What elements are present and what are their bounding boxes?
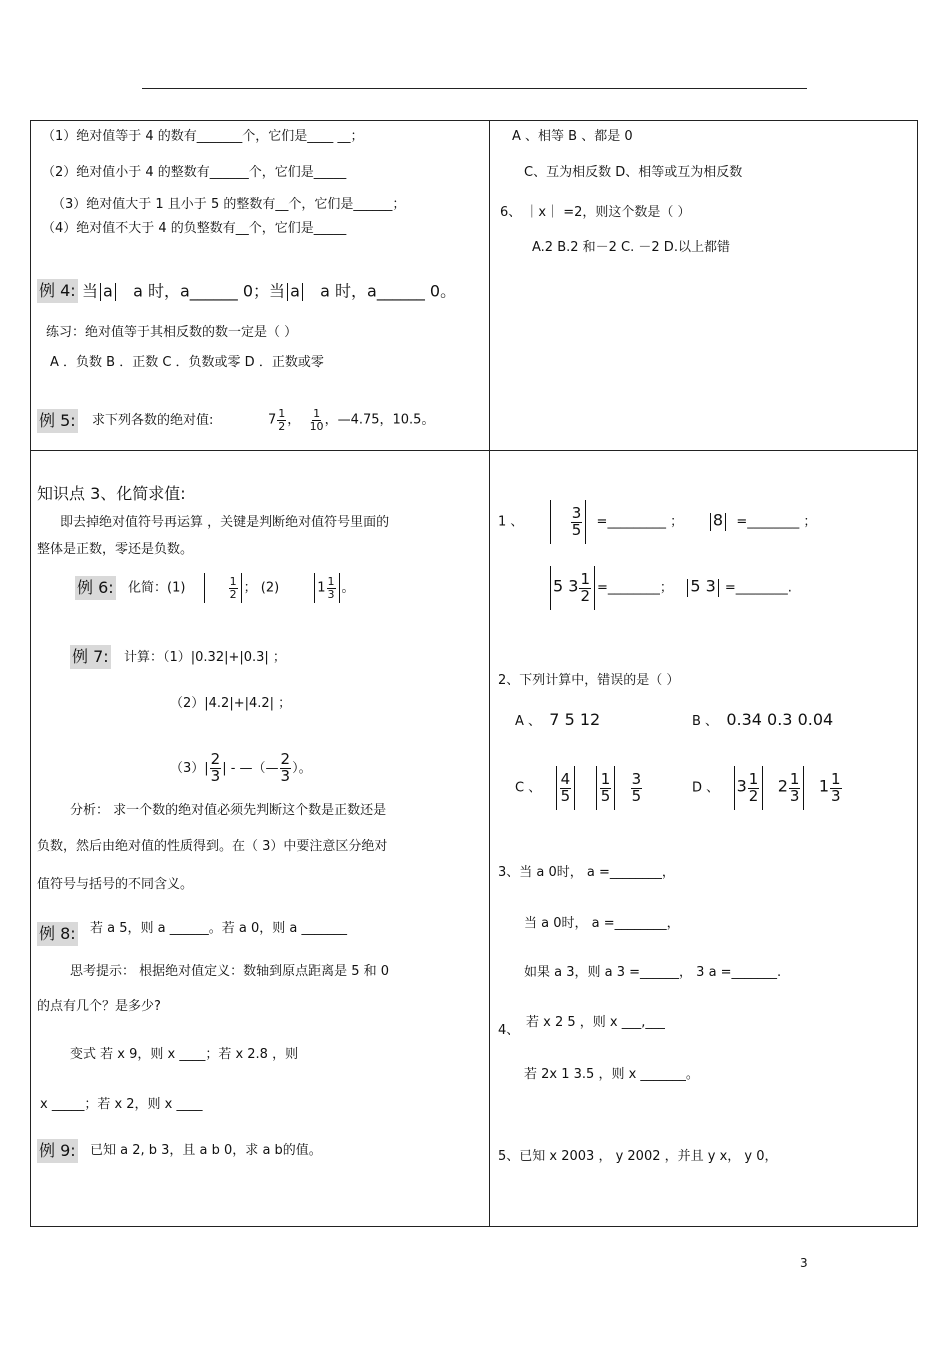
question-2: （2）绝对值小于 4 的整数有______个，它们是_____ bbox=[42, 165, 347, 180]
abs-bar bbox=[556, 766, 557, 810]
fraction-numerator: 1 bbox=[831, 769, 841, 788]
fraction bbox=[560, 769, 572, 805]
rb-question-1-blank-4: =________. bbox=[724, 580, 792, 596]
fraction-denominator: 5 bbox=[631, 786, 642, 805]
fraction bbox=[600, 769, 612, 805]
option-label: B 、 bbox=[692, 714, 719, 729]
rb-question-3-line-2: 当 a 0时， a =________， bbox=[524, 916, 680, 931]
fraction-denominator: 2 bbox=[580, 586, 590, 605]
abs-bar bbox=[762, 766, 763, 810]
rb-question-1-row-2 bbox=[548, 566, 792, 610]
mixed-whole: 5 3 bbox=[553, 576, 579, 596]
example-4-text bbox=[82, 283, 456, 301]
fraction-numerator: 1 bbox=[580, 569, 590, 588]
abs-bar bbox=[204, 573, 205, 603]
fraction-denominator: 3 bbox=[280, 766, 291, 785]
fraction-numerator: 1 bbox=[600, 769, 611, 788]
question-4: （4）绝对值不大于 4 的负整数有__个，它们是_____ bbox=[42, 221, 347, 236]
page-number: 3 bbox=[800, 1256, 808, 1270]
fraction bbox=[310, 408, 324, 432]
example-4-part-b: a 时，a______ 0；当 bbox=[133, 281, 286, 301]
intro-line-2: 整体是正数，零还是负数。 bbox=[37, 542, 194, 557]
fraction bbox=[277, 408, 286, 432]
abs-bar bbox=[614, 766, 615, 810]
option-a-expr: 7 5 12 bbox=[549, 710, 601, 729]
rb-question-2-option-d bbox=[692, 766, 843, 810]
example-5-values bbox=[268, 408, 434, 432]
fraction-numerator: 1 bbox=[327, 574, 335, 588]
rb-question-4-label: 4、 bbox=[498, 1023, 520, 1038]
option-label: C 、 bbox=[515, 780, 542, 796]
rb-question-2-option-c bbox=[515, 766, 643, 810]
example-5-rest: ，—4.75，10.5。 bbox=[324, 412, 435, 428]
fraction-numerator: 3 bbox=[571, 503, 582, 522]
hint-line-2: 的点有几个？是多少? bbox=[37, 999, 161, 1014]
abs-bar bbox=[550, 566, 551, 610]
fraction-denominator: 2 bbox=[229, 587, 237, 601]
example-7-part-3c: ）。 bbox=[292, 760, 312, 776]
fraction-denominator: 5 bbox=[600, 786, 611, 805]
abs-bar bbox=[302, 283, 303, 301]
example-5-text: 求下列各数的绝对值: bbox=[92, 413, 214, 428]
example-6-label: 化简：(1) bbox=[128, 580, 186, 596]
fraction-numerator: 1 bbox=[789, 769, 800, 788]
rb-question-4-line-2: 若 2x 1 3.5 ，则 x _______。 bbox=[524, 1067, 699, 1082]
fraction-denominator: 3 bbox=[210, 766, 221, 785]
rb-question-1-blank-2: =________ ； bbox=[736, 514, 817, 530]
fraction-numerator: 1 bbox=[748, 769, 759, 788]
analysis-line-1: 分析： 求一个数的绝对值必须先判断这个数是正数还是 bbox=[70, 803, 387, 818]
rb-question-1-expr: 5 3 bbox=[690, 576, 716, 596]
fraction bbox=[830, 769, 842, 805]
fraction bbox=[327, 576, 336, 600]
example-7-part-3b: | - —（— bbox=[222, 760, 279, 776]
fraction-numerator: 4 bbox=[560, 769, 571, 788]
abs-bar bbox=[550, 500, 551, 544]
fraction-denominator: 5 bbox=[571, 520, 582, 539]
mixed-whole: 7 bbox=[268, 412, 277, 428]
example-6-tag: 例 6: bbox=[75, 576, 116, 600]
fraction-numerator: 2 bbox=[280, 750, 291, 768]
example-4-tag: 例 4: bbox=[37, 279, 78, 303]
fraction-denominator: 5 bbox=[560, 786, 571, 805]
mixed-whole: 3 bbox=[736, 776, 747, 796]
abs-bar bbox=[115, 283, 116, 301]
fraction bbox=[229, 576, 238, 600]
rb-question-3-line-1: 3、当 a 0时， a =________， bbox=[498, 865, 675, 880]
fraction-denominator: 3 bbox=[789, 786, 800, 805]
fraction bbox=[579, 569, 591, 605]
fraction-numerator: 3 bbox=[631, 769, 642, 788]
fraction-denominator: 3 bbox=[327, 587, 335, 601]
example-7-tag: 例 7: bbox=[70, 645, 111, 669]
abs-bar bbox=[718, 579, 719, 597]
abs-bar bbox=[734, 766, 735, 810]
question-6: 6、 ｜x｜ =2，则这个数是（ ） bbox=[500, 205, 691, 220]
rb-question-1-row-1 bbox=[498, 500, 816, 544]
analysis-line-2: 负数，然后由绝对值的性质得到。在（ 3）中要注意区分绝对 bbox=[37, 839, 388, 854]
example-7-part-3a: （3）| bbox=[170, 760, 209, 776]
intro-line-1: 即去掉绝对值符号再运算 ，关键是判断绝对值符号里面的 bbox=[60, 515, 390, 530]
fraction bbox=[789, 769, 801, 805]
abs-bar bbox=[710, 513, 711, 531]
fraction-denominator: 2 bbox=[278, 419, 286, 433]
fraction-numerator: 1 bbox=[229, 574, 237, 588]
fraction-numerator: 2 bbox=[210, 750, 221, 768]
abs-bar bbox=[725, 513, 726, 531]
question-1: （1）绝对值等于 4 的数有_______个，它们是____ __； bbox=[42, 129, 364, 144]
rb-question-1-value: 8 bbox=[712, 510, 724, 530]
mixed-whole: 1 bbox=[317, 580, 326, 596]
abs-bar bbox=[594, 566, 595, 610]
abs-bar bbox=[574, 766, 575, 810]
example-7-part-2: （2）|4.2|+|4.2| ； bbox=[170, 696, 292, 711]
abs-bar bbox=[100, 283, 101, 301]
rb-question-1-blank-3: =________； bbox=[597, 580, 673, 596]
abs-bar bbox=[585, 500, 586, 544]
options-a-b: A 、相等 B 、都是 0 bbox=[512, 129, 633, 144]
example-8-text: 若 a 5，则 a ______。若 a 0，则 a _______ bbox=[90, 921, 347, 936]
example-4-var-1: a bbox=[103, 281, 113, 301]
rb-question-2-option-b bbox=[692, 712, 833, 728]
abs-bar bbox=[687, 579, 688, 597]
period: 。 bbox=[341, 580, 355, 596]
fraction-denominator: 3 bbox=[831, 786, 841, 805]
fraction bbox=[280, 752, 292, 785]
fraction-numerator: 1 bbox=[278, 407, 286, 420]
mixed-whole: 1 bbox=[818, 776, 830, 796]
mixed-whole: 2 bbox=[777, 776, 788, 796]
example-7-part-1: 计算：（1）|0.32|+|0.3| ； bbox=[124, 650, 286, 665]
abs-bar bbox=[241, 573, 242, 603]
variant-line-1: 变式 若 x 9，则 x ____；若 x 2.8 ，则 bbox=[70, 1047, 299, 1062]
fraction bbox=[631, 769, 643, 805]
question-3: （3）绝对值大于 1 且小于 5 的整数有__个，它们是______； bbox=[52, 197, 406, 212]
option-label: A 、 bbox=[515, 714, 542, 729]
abs-bar bbox=[287, 283, 288, 301]
option-b-expr: 0.34 0.3 0.04 bbox=[726, 710, 834, 729]
example-9-text: 已知 a 2, b 3，且 a b 0，求 a b的值。 bbox=[90, 1143, 322, 1158]
rb-question-5: 5、已知 x 2003 ， y 2002 ，并且 y x， y 0， bbox=[498, 1149, 778, 1164]
abs-bar bbox=[803, 766, 804, 810]
example-4-var-2: a bbox=[290, 281, 300, 301]
header-rule bbox=[142, 88, 807, 89]
rb-question-2: 2、下列计算中，错误的是（ ） bbox=[498, 673, 680, 688]
options-c-d: C、互为相反数 D、相等或互为相反数 bbox=[524, 165, 743, 180]
abs-bar bbox=[339, 573, 340, 603]
example-6-text bbox=[128, 573, 355, 603]
example-5-tag: 例 5: bbox=[37, 409, 78, 433]
example-9-tag: 例 9: bbox=[37, 1139, 78, 1163]
rb-question-3-line-3: 如果 a 3，则 a 3 =______， 3 a =_______. bbox=[524, 965, 782, 980]
question-6-options: A.2 B.2 和－2 C. －2 D.以上都错 bbox=[532, 240, 730, 255]
fraction-denominator: 2 bbox=[748, 786, 759, 805]
example-6-middle: ； (2) bbox=[243, 580, 280, 596]
example-4-part-c: a 时，a______ 0。 bbox=[320, 281, 457, 301]
example-8-tag: 例 8: bbox=[37, 922, 78, 946]
analysis-line-3: 值符号与括号的不同含义。 bbox=[37, 877, 194, 892]
fraction bbox=[210, 752, 222, 785]
practice-question: 练习：绝对值等于其相反数的数一定是（ ） bbox=[46, 325, 298, 340]
knowledge-heading: 知识点 3、化简求值: bbox=[37, 484, 186, 503]
fraction bbox=[748, 769, 760, 805]
example-4-part-a: 当 bbox=[82, 281, 99, 301]
example-7-part-3 bbox=[170, 752, 312, 785]
practice-options: A ．负数 B ．正数 C ．负数或零 D ．正数或零 bbox=[50, 355, 324, 370]
abs-bar bbox=[314, 573, 315, 603]
rb-question-1-label: 1 、 bbox=[498, 514, 524, 530]
option-label: D 、 bbox=[692, 780, 720, 796]
fraction-numerator: 1 bbox=[313, 407, 321, 420]
hint-line-1: 思考提示： 根据绝对值定义：数轴到原点距离是 5 和 0 bbox=[70, 964, 390, 979]
comma: ， bbox=[287, 412, 301, 428]
abs-bar bbox=[596, 766, 597, 810]
rb-question-4-line-1: 若 x 2 5 ，则 x ___,___ bbox=[526, 1015, 665, 1030]
variant-line-2: x _____；若 x 2，则 x ____ bbox=[40, 1097, 203, 1112]
fraction bbox=[571, 503, 583, 539]
rb-question-1-blank-1: =_________ ； bbox=[596, 514, 684, 530]
fraction-denominator: 10 bbox=[309, 419, 324, 433]
rb-question-2-option-a bbox=[515, 712, 600, 728]
